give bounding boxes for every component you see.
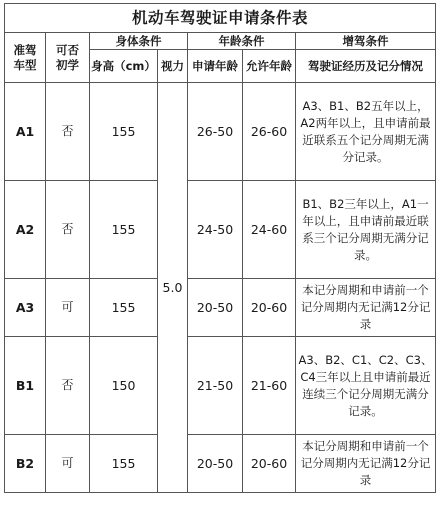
table-title: 机动车驾驶证申请条件表	[5, 4, 436, 33]
row-allow-age: 26-60	[243, 83, 296, 181]
row-allow-age: 20-60	[243, 435, 296, 493]
row-type: B1	[5, 337, 46, 435]
header-height: 身高（cm）	[90, 50, 158, 83]
header-learner: 可否初学	[46, 33, 90, 83]
row-apply-age: 26-50	[188, 83, 243, 181]
header-apply-age: 申请年龄	[188, 50, 243, 83]
header-vision: 视力	[158, 50, 188, 83]
row-height: 155	[90, 279, 158, 337]
row-allow-age: 20-60	[243, 279, 296, 337]
row-condition: B1、B2三年以上，A1一年以上，且申请前最近联系三个记分周期无满分记录。	[296, 181, 436, 279]
row-type: A1	[5, 83, 46, 181]
header-age: 年龄条件	[188, 33, 296, 50]
table-row	[5, 279, 436, 337]
vision-value: 5.0	[158, 83, 188, 493]
row-type: A3	[5, 279, 46, 337]
row-learner: 可	[46, 279, 90, 337]
row-learner: 否	[46, 83, 90, 181]
row-type: B2	[5, 435, 46, 493]
table-row	[5, 181, 436, 279]
row-height: 155	[90, 181, 158, 279]
row-type: A2	[5, 181, 46, 279]
header-history: 驾驶证经历及记分情况	[296, 50, 436, 83]
header-type: 准驾车型	[5, 33, 46, 83]
row-apply-age: 24-50	[188, 181, 243, 279]
header-allow-age: 允许年龄	[243, 50, 296, 83]
row-condition: 本记分周期和申请前一个记分周期内无记满12分记录	[296, 279, 436, 337]
row-apply-age: 20-50	[188, 435, 243, 493]
row-learner: 否	[46, 337, 90, 435]
row-height: 150	[90, 337, 158, 435]
license-conditions-table	[4, 3, 436, 493]
row-condition: 本记分周期和申请前一个记分周期内无记满12分记录	[296, 435, 436, 493]
header-upgrade: 增驾条件	[296, 33, 436, 50]
row-apply-age: 20-50	[188, 279, 243, 337]
row-height: 155	[90, 83, 158, 181]
row-allow-age: 21-60	[243, 337, 296, 435]
row-condition: A3、B1、B2五年以上，A2两年以上，且申请前最近联系五个记分周期无满分记录。	[296, 83, 436, 181]
table-row	[5, 337, 436, 435]
header-body: 身体条件	[90, 33, 188, 50]
row-learner: 可	[46, 435, 90, 493]
row-condition: A3、B2、C1、C2、C3、C4三年以上且申请前最近连续三个记分周期无满分记录。	[296, 337, 436, 435]
row-allow-age: 24-60	[243, 181, 296, 279]
row-learner: 否	[46, 181, 90, 279]
row-height: 155	[90, 435, 158, 493]
table-row	[5, 435, 436, 493]
table-row	[5, 83, 436, 181]
row-apply-age: 21-50	[188, 337, 243, 435]
